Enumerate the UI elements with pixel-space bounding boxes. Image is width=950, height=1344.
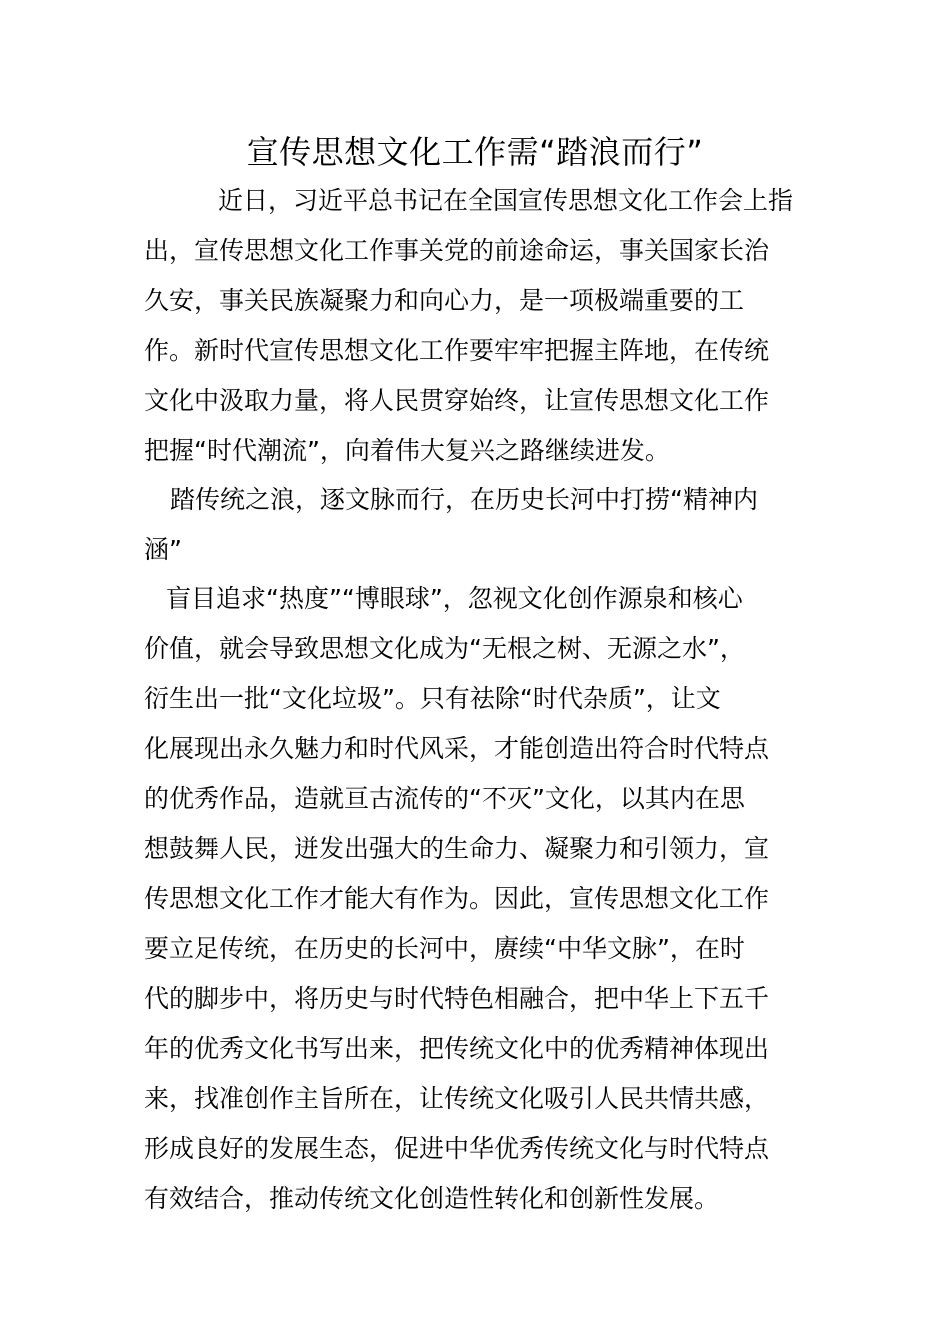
text-line: 化展现出永久魅力和时代风采，才能创造出符合时代特点 [144,734,770,763]
text-line: 代的脚步中，将历史与时代特色相融合，把中华上下五千 [144,984,770,1013]
text-line: 文化中汲取力量，将人民贯穿始终，让宣传思想文化工作 [144,386,770,415]
document-title: 宣传思想文化工作需“踏浪而行” [246,133,704,171]
text-line: 年的优秀文化书写出来，把传统文化中的优秀精神体现出 [144,1034,770,1063]
text-line: 要立足传统，在历史的长河中，赓续“中华文脉”，在时 [144,934,745,963]
text-line: 作。新时代宣传思想文化工作要牢牢把握主阵地，在传统 [144,336,770,365]
text-line: 近日，习近平总书记在全国宣传思想文化工作会上指 [218,186,794,215]
text-line: 把握“时代潮流”，向着伟大复兴之路继续进发。 [144,436,670,465]
text-line: 价值，就会导致思想文化成为“无根之树、无源之水”， [144,634,745,663]
text-line: 衍生出一批“文化垃圾”。只有祛除“时代杂质”，让文 [144,684,721,713]
text-line: 盲目追求“热度”“博眼球”，忽视文化创作源泉和核心 [166,584,743,613]
text-line: 久安，事关民族凝聚力和向心力，是一项极端重要的工 [144,286,745,315]
text-line: 出，宣传思想文化工作事关党的前途命运，事关国家长治 [144,236,770,265]
text-line: 涵” [144,535,182,564]
text-line: 形成良好的发展生态，促进中华优秀传统文化与时代特点 [144,1134,770,1163]
paragraph-intro [144,176,808,476]
text-line: 想鼓舞人民，迸发出强大的生命力、凝聚力和引领力，宣 [144,834,770,863]
text-line: 来，找准创作主旨所在，让传统文化吸引人民共情共感， [144,1084,770,1113]
text-line: 传思想文化工作才能大有作为。因此，宣传思想文化工作 [144,884,770,913]
text-line: 有效结合，推动传统文化创造性转化和创新性发展。 [144,1184,720,1213]
text-line: 踏传统之浪，逐文脉而行，在历史长河中打捞“精神内 [170,485,758,514]
text-line: 的优秀作品，造就亘古流传的“不灭”文化，以其内在思 [144,784,745,813]
paragraph-body [144,574,808,1224]
section-subheading [144,475,808,575]
